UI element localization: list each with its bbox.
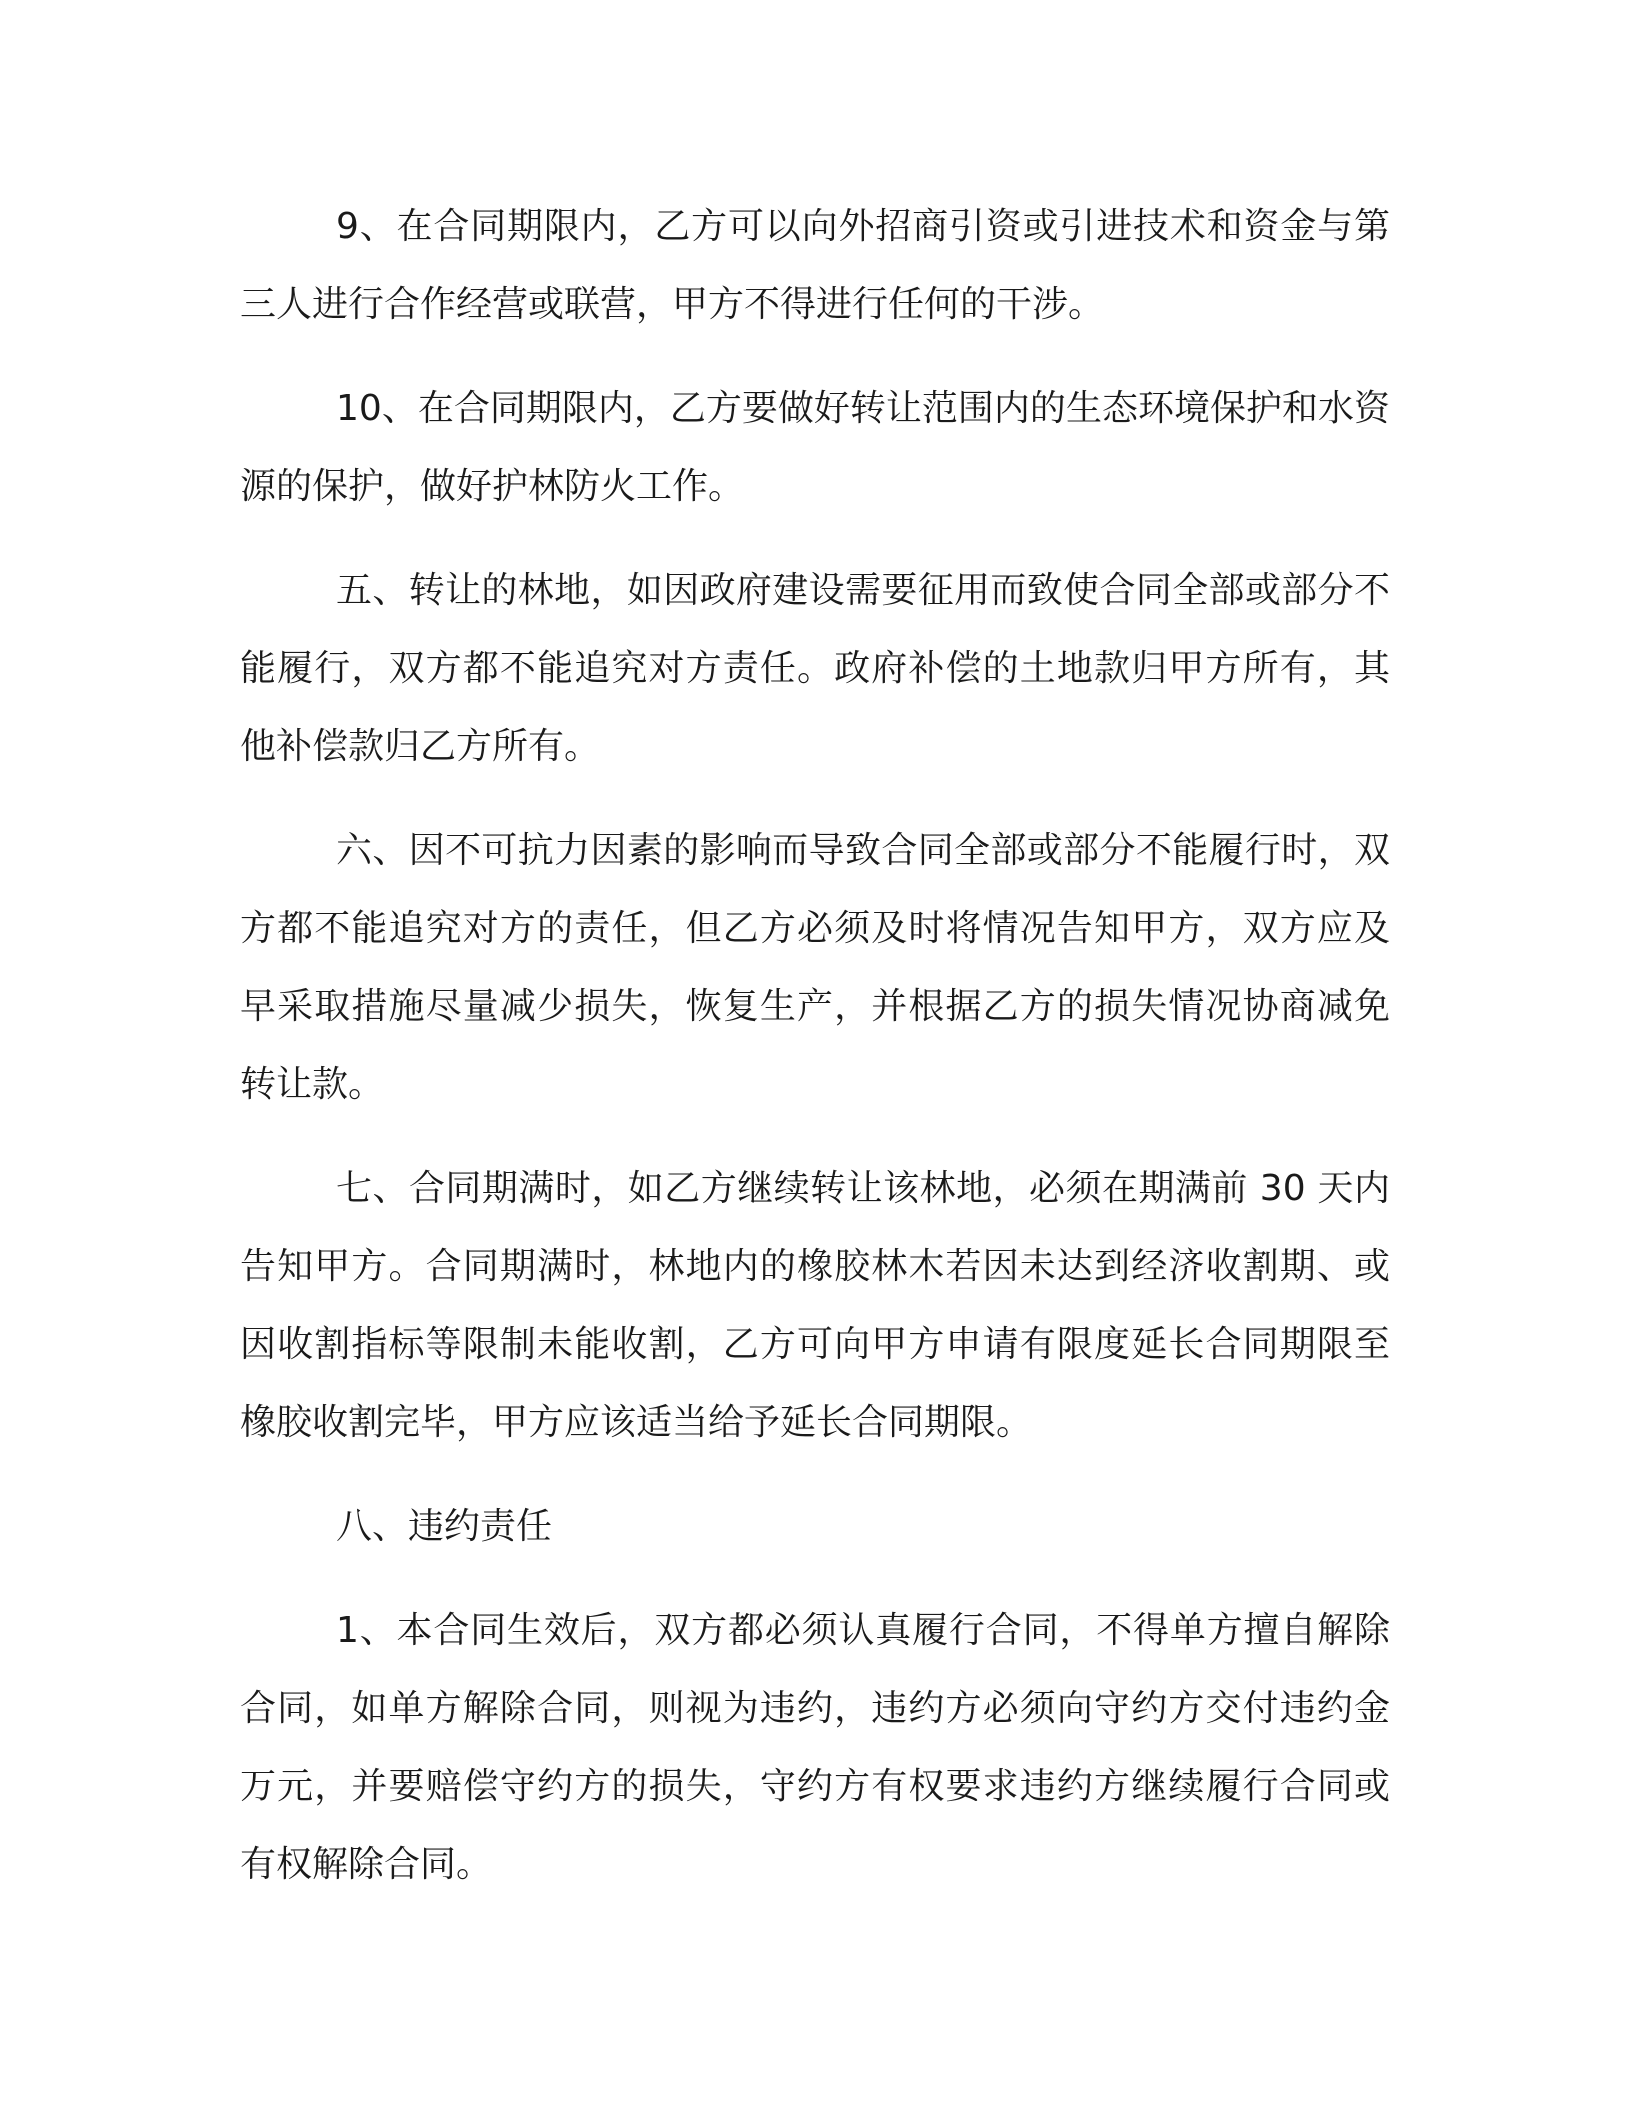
section-five: 五、转让的林地，如因政府建设需要征用而致使合同全部或部分不能履行，双方都不能追究对方责任。政府补偿的土地款归甲方所有，其他补偿款归乙方所有。 [240,570,1390,767]
clause-10: 10、在合同期限内，乙方要做好转让范围内的生态环境保护和水资源的保护，做好护林防火工作。 [240,388,1390,507]
document-body [240,188,1390,1930]
clause-1-breach: 1、本合同生效后，双方都必须认真履行合同，不得单方擅自解除合同，如单方解除合同，则视为违约，违约方必须向守约方交付违约金 万元，并要赔偿守约方的损失，守约方有权要求违约方继续履行合同或有权解除合同。 [240,1610,1390,1885]
section-six: 六、因不可抗力因素的影响而导致合同全部或部分不能履行时，双方都不能追究对方的责任，但乙方必须及时将情况告知甲方，双方应及早采取措施尽量减少损失，恢复生产，并根据乙方的损失情况协商减免转让款。 [240,830,1390,1105]
section-seven: 七、合同期满时，如乙方继续转让该林地，必须在期满前 30 天内告知甲方。合同期满时，林地内的橡胶林木若因未达到经济收割期、或因收割指标等限制未能收割，乙方可向甲方申请有限度延长合同期限至橡胶收割完毕，甲方应该适当给予延长合同期限。 [240,1168,1390,1443]
clause-9: 9、在合同期限内，乙方可以向外招商引资或引进技术和资金与第三人进行合作经营或联营，甲方不得进行任何的干涉。 [240,206,1390,325]
section-eight-heading: 八、违约责任 [336,1506,553,1547]
